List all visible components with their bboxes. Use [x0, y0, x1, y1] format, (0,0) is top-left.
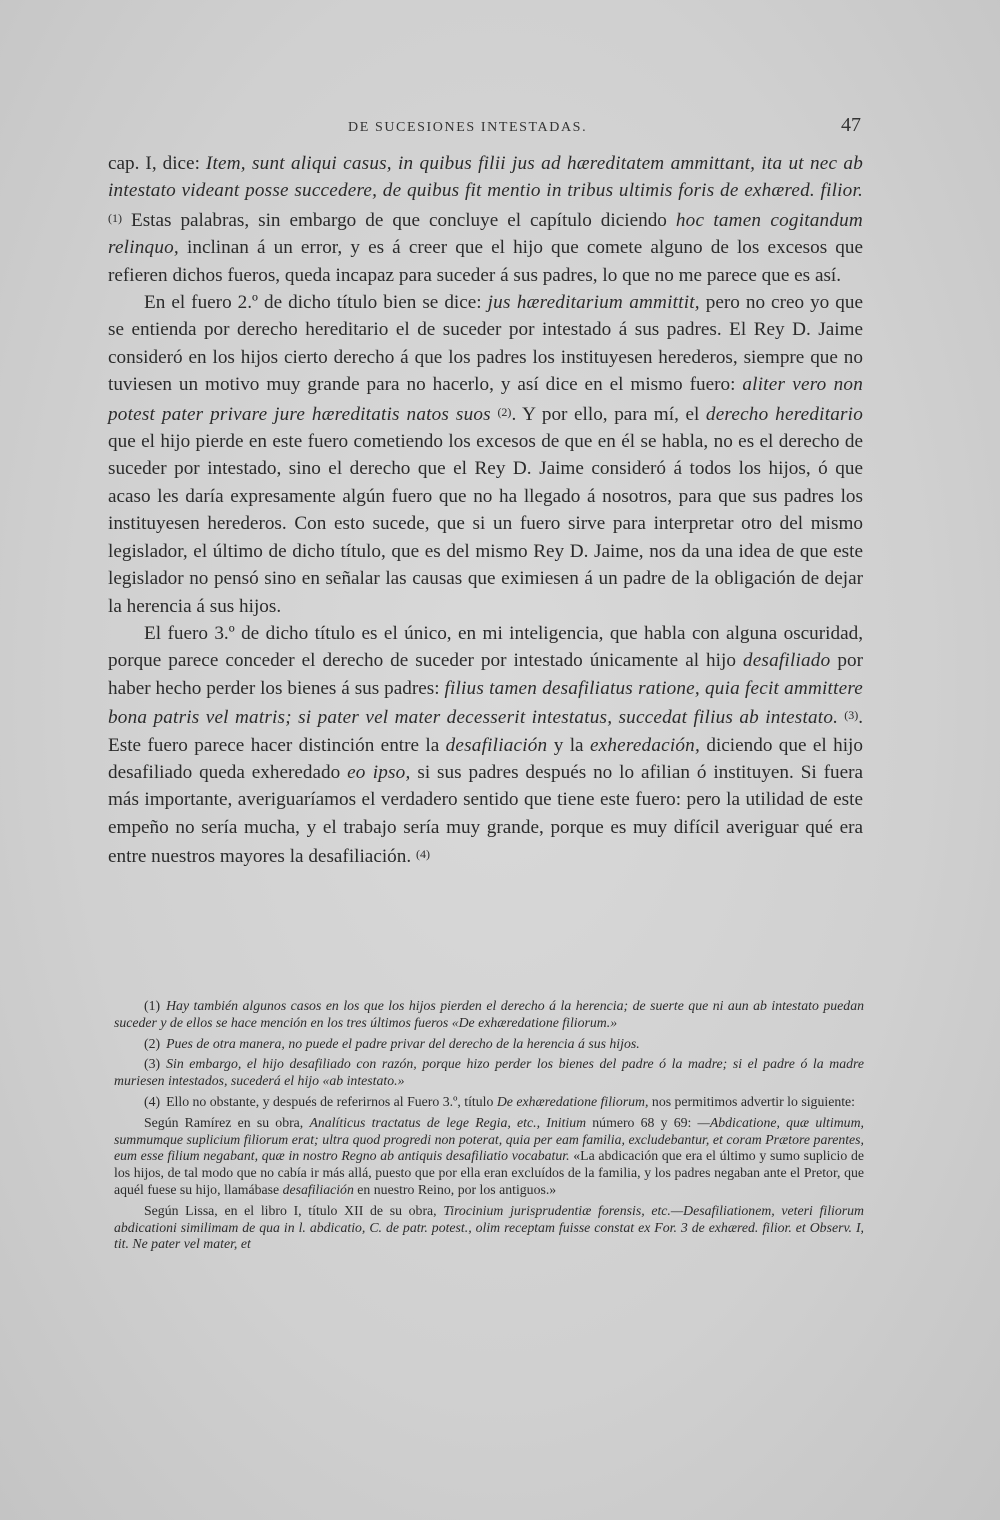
latin-quote: Item, sunt aliqui casus, in quibus filii jus ad hæreditatem ammittant, ita ut nec ab intestato videant posse succedere, de quibus fit mentio in tribus ultimis foris de exhæred. filior. [108, 153, 863, 202]
footnote-1 [114, 998, 864, 1032]
footnote-text: Hay también algunos casos en los que los hijos pierden el derecho á la herencia; de suerte que ni aun ab intestato puedan suceder y de ellos se hace mención en los tres últimos fueros «De exhæredatione filiorum.» [114, 998, 864, 1030]
footnote-mark: (2) [144, 1035, 161, 1051]
footnote-text: Según Ramírez en su obra, [144, 1114, 310, 1130]
latin-title: De exhæredatione filiorum, [496, 1093, 649, 1109]
footnote-text: Ello no obstante, y después de referirnos al Fuero 3.º, título [166, 1093, 497, 1109]
latin-quote: filius tamen desafiliatus ratione, quia fecit ammittere bona patris vel matris; si pater vel mater decesserit intestatus, succedat filius ab intestato. [108, 677, 863, 729]
latin-quote: Tirocinium jurisprudentiæ forensis, etc.—Desafiliationem, veteri filiorum abdicationi similimam de qua in l. abdicatio, C. de patr. potest., olim receptam fuisse constat ex For. 3 de exhæred. filior. et Observ. I, tit. Ne pater vel mater, et [114, 1202, 864, 1252]
footnote-text: «La abdicación que era el último y sumo suplicio de los hijos, de tal modo que no cabía ir más allá, puesto que por ella eran excluídos de la familia, y los padres negaban ante el Pretor, que aquél fuese su hijo, llamábase [114, 1148, 864, 1197]
footnote-4 [114, 1094, 864, 1111]
footnote-4-lissa [114, 1203, 864, 1253]
footnote-mark: (3) [144, 1056, 161, 1072]
paragraph-2 [108, 289, 863, 620]
text-run: diciendo que el hijo desafiliado queda exheredado [108, 734, 863, 783]
latin-quote: —Abdicatione, quæ ultimum, summumque suplicium filiorum erat; ultra quod progredi non poterat, quia per eam familia, excludebantur, et coram Prætore parentes, eum esse filium negabant, quæ in nostro Regno ab antiquis desafiliatio vocabatur. [114, 1114, 864, 1164]
footnote-ref-4: (4) [415, 847, 430, 862]
footnote-4-ramirez [114, 1115, 864, 1199]
page-number: 47 [841, 114, 861, 136]
footnote-text: número 68 y 69: [586, 1114, 698, 1130]
text-run: cap. I, dice: [108, 153, 206, 174]
latin-quote: jus hæreditarium ammittit, [487, 292, 700, 314]
text-run: En el fuero 2.º de dicho título bien se dice: [144, 292, 488, 314]
emphasis: desafiliación [282, 1181, 354, 1197]
text-run: inclinan á un error, y es á creer que el hijo que comete alguno de los excesos que refieren dichos fueros, queda incapaz para suceder á sus padres, lo que no me parece que es así. [108, 237, 863, 286]
text-run: El fuero 3.º de dicho título es el único, en mi inteligencia, que habla con alguna oscuridad, porque parece conceder el derecho de suceder por intestado únicamente al hijo [108, 622, 863, 672]
page-header [108, 114, 863, 142]
text-run: que el hijo pierde en este fuero cometiendo los excesos de que en él se habla, no es el derecho de suceder por intestado, sino el derecho que el Rey D. Jaime consideró á todos los hijos, ó que acaso les daría expresamente algún fuero que no ha llegado á nosotros, para que sus padres los instituyesen herederos. Con esto sucede, que si un fuero sirve para interpretar otro del mismo legislador, el último de dicho título, que es del mismo Rey D. Jaime, nos da una idea de que este legislador no pensó sino en señalar las causas que eximiesen á un padre de la obligación de dejar la herencia á sus hijos. [108, 431, 863, 617]
text-run: . Este fuero parece hacer distinción entre la [108, 707, 864, 756]
text-run: Estas palabras, sin embargo de que concluye el capítulo diciendo [122, 209, 676, 231]
emphasis: eo ipso, [347, 761, 411, 783]
footnote-ref-2: (2) [497, 404, 512, 419]
footnotes [114, 998, 864, 1257]
latin-quote: hoc tamen cogitandum relinquo, [108, 209, 863, 259]
running-title: DE SUCESIONES INTESTADAS. [348, 120, 588, 135]
footnote-text: Pues de otra manera, no puede el padre privar del derecho de la herencia á sus hijos. [166, 1035, 640, 1051]
paragraph-1 [108, 150, 863, 289]
main-text [108, 150, 863, 871]
footnote-mark: (1) [144, 998, 161, 1013]
text-run: por haber hecho perder los bienes á sus padres: [108, 650, 863, 699]
footnote-2 [114, 1036, 864, 1053]
text-run: y la [547, 734, 590, 756]
footnote-text: Según Lissa, en el libro I, título XII de su obra, [144, 1202, 444, 1218]
text-run: pero no creo yo que se entienda por derecho hereditario el de suceder por intestado á sus padres. El Rey D. Jaime consideró en los hijos cierto derecho á que los padres los instituyesen herederos, siempre que no tuviesen un motivo muy grande para no hacerlo, y así dice en el mismo fuero: [108, 292, 863, 396]
footnote-ref-3: (3) [844, 708, 859, 723]
emphasis: derecho hereditario [705, 403, 864, 425]
emphasis: desafiliación [445, 734, 548, 756]
text-run: si sus padres después no lo afilian ó instituyen. Si fuera más importante, averiguaríamos el verdadero sentido que tiene este fuero: pero la utilidad de este empeño no sería mucha, y el trabajo sería muy grande, porque es muy difícil averiguar qué era entre nuestros mayores la desafiliación. [108, 761, 863, 868]
text-run: . Y por ello, para mí, el [511, 403, 706, 425]
footnote-text: Sin embargo, el hijo desafiliado con razón, porque hizo perder los bienes del padre ó la madre; si el padre ó la madre muriesen intestados, sucederá el hijo «ab intestato.» [114, 1056, 864, 1089]
footnote-text: nos permitimos advertir lo siguiente: [648, 1093, 856, 1109]
emphasis: desafiliado [742, 650, 831, 672]
footnote-ref-1: (1) [108, 210, 122, 225]
latin-title: Analíticus tractatus de lege Regia, etc., Initium [309, 1114, 587, 1130]
paragraph-3 [108, 620, 863, 871]
footnote-text: en nuestro Reino, por los antiguos.» [353, 1181, 557, 1197]
footnote-mark: (4) [144, 1093, 161, 1109]
footnote-3 [114, 1056, 864, 1090]
emphasis: exheredación, [589, 734, 700, 756]
latin-quote: aliter vero non potest pater privare jure hæreditatis natos suos [108, 374, 864, 425]
